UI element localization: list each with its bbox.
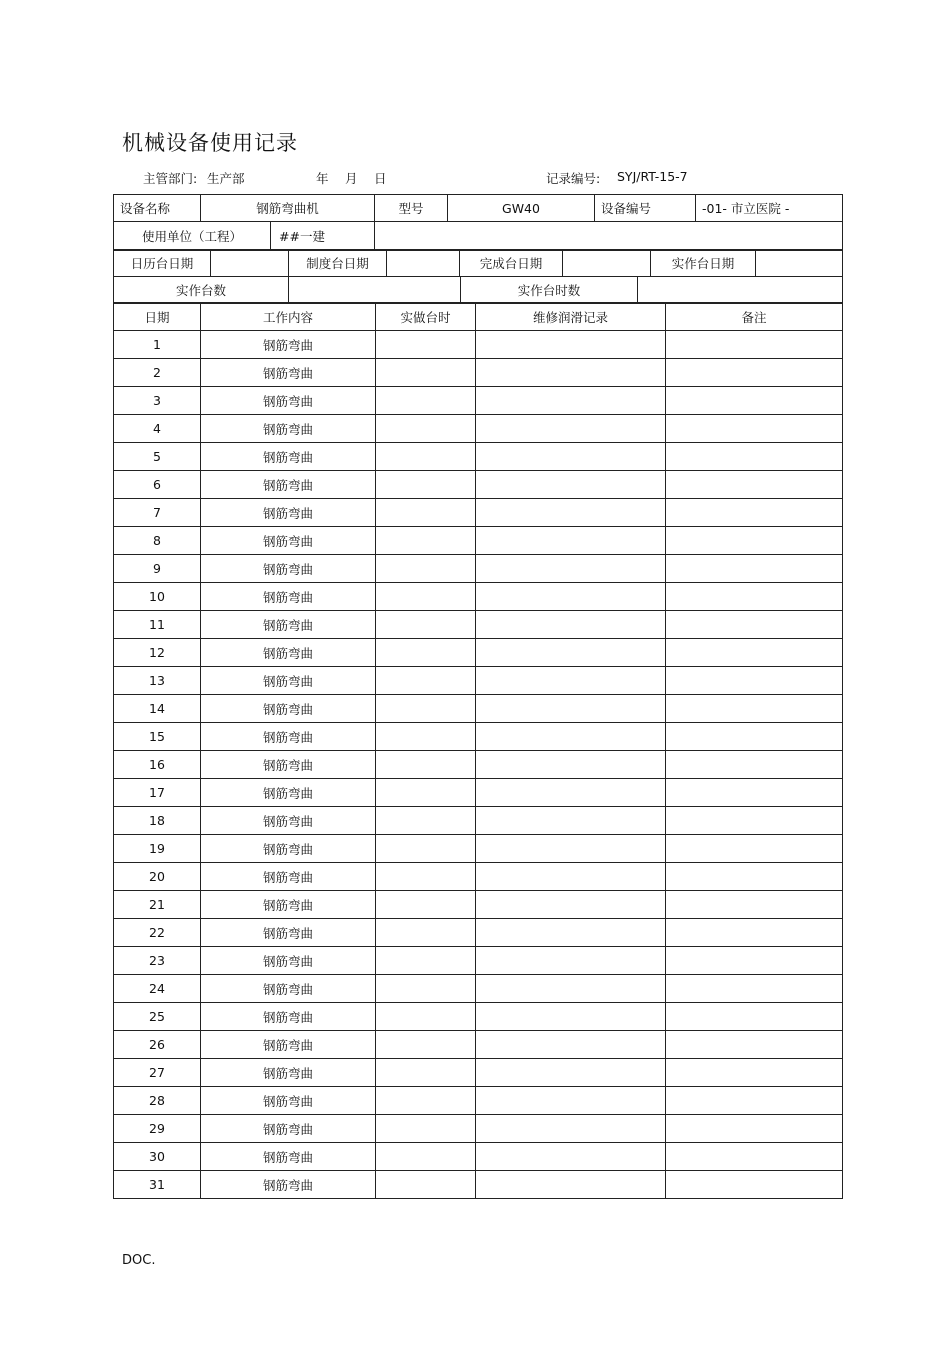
table-row [114, 835, 843, 863]
actual-hours-cell [376, 1171, 476, 1199]
date-cell: 10 [114, 583, 201, 611]
maintenance-record-cell [476, 499, 666, 527]
maintenance-record-cell [476, 751, 666, 779]
table-row [114, 863, 843, 891]
rated-days-value [387, 250, 460, 277]
table-row [114, 1087, 843, 1115]
date-cell: 27 [114, 1059, 201, 1087]
maintenance-record-cell [476, 695, 666, 723]
table-row [114, 1143, 843, 1171]
date-cell: 20 [114, 863, 201, 891]
date-cell: 8 [114, 527, 201, 555]
column-header: 实做台时 [376, 303, 476, 331]
date-cell: 29 [114, 1115, 201, 1143]
work-content-cell: 钢筋弯曲 [201, 723, 376, 751]
remarks-cell [666, 807, 843, 835]
work-content-cell: 钢筋弯曲 [201, 583, 376, 611]
column-header: 维修润滑记录 [476, 303, 666, 331]
user-unit-value: ##一建 [279, 229, 325, 244]
actual-hours-cell [376, 975, 476, 1003]
actual-hours-cell [376, 1143, 476, 1171]
date-cell: 14 [114, 695, 201, 723]
remarks-cell [666, 835, 843, 863]
table-row [114, 555, 843, 583]
month-label: 月 [345, 171, 358, 186]
calendar-days-label: 日历台日期 [114, 250, 211, 277]
actual-hours-cell [376, 807, 476, 835]
work-content-cell: 钢筋弯曲 [201, 639, 376, 667]
remarks-cell [666, 891, 843, 919]
actual-days-label: 实作台日期 [651, 250, 756, 277]
date-cell: 12 [114, 639, 201, 667]
work-content-cell: 钢筋弯曲 [201, 1059, 376, 1087]
work-content-cell: 钢筋弯曲 [201, 555, 376, 583]
table-row [114, 527, 843, 555]
remarks-cell [666, 1003, 843, 1031]
column-header: 日期 [114, 303, 201, 331]
date-cell: 7 [114, 499, 201, 527]
work-content-cell: 钢筋弯曲 [201, 359, 376, 387]
date-cell: 9 [114, 555, 201, 583]
table-row [114, 639, 843, 667]
remarks-cell [666, 499, 843, 527]
remarks-cell [666, 415, 843, 443]
table-row [114, 387, 843, 415]
actual-hours-cell [376, 471, 476, 499]
remarks-cell [666, 779, 843, 807]
work-content-cell: 钢筋弯曲 [201, 1003, 376, 1031]
actual-hours-cell [376, 555, 476, 583]
date-cell: 19 [114, 835, 201, 863]
date-cell: 15 [114, 723, 201, 751]
actual-days-value [756, 250, 843, 277]
completed-days-label: 完成台日期 [460, 250, 563, 277]
maintenance-record-cell [476, 331, 666, 359]
completed-days-value [563, 250, 651, 277]
table-row [114, 1031, 843, 1059]
actual-hours-cell [376, 499, 476, 527]
maintenance-record-cell [476, 471, 666, 499]
dept-value: 生产部 [207, 171, 245, 186]
date-cell: 25 [114, 1003, 201, 1031]
remarks-cell [666, 471, 843, 499]
model-label: 型号 [375, 195, 448, 222]
remarks-cell [666, 723, 843, 751]
table-row [114, 1003, 843, 1031]
actual-hours-cell [376, 1003, 476, 1031]
maintenance-record-cell [476, 975, 666, 1003]
column-header: 备注 [666, 303, 843, 331]
maintenance-record-cell [476, 1171, 666, 1199]
work-content-cell: 钢筋弯曲 [201, 835, 376, 863]
remarks-cell [666, 751, 843, 779]
equipment-code-label: 设备编号 [595, 195, 696, 222]
maintenance-record-cell [476, 807, 666, 835]
remarks-cell [666, 863, 843, 891]
work-content-cell: 钢筋弯曲 [201, 947, 376, 975]
actual-count-label: 实作台数 [114, 277, 289, 304]
actual-hours-cell [376, 947, 476, 975]
footer-text: DOC. [122, 1253, 156, 1268]
equipment-name-label: 设备名称 [114, 195, 201, 222]
date-cell: 26 [114, 1031, 201, 1059]
actual-hours-cell [376, 527, 476, 555]
equipment-name-value: 钢筋弯曲机 [201, 195, 375, 222]
maintenance-record-cell [476, 443, 666, 471]
maintenance-record-cell [476, 527, 666, 555]
actual-hours-value [638, 277, 843, 304]
maintenance-record-cell [476, 835, 666, 863]
remarks-cell [666, 1031, 843, 1059]
work-content-cell: 钢筋弯曲 [201, 527, 376, 555]
date-cell: 5 [114, 443, 201, 471]
equipment-info-table [113, 194, 843, 251]
work-content-cell: 钢筋弯曲 [201, 387, 376, 415]
actual-hours-cell [376, 667, 476, 695]
remarks-cell [666, 359, 843, 387]
remarks-cell [666, 639, 843, 667]
table-row [114, 751, 843, 779]
remarks-cell [666, 527, 843, 555]
date-summary-table [113, 249, 843, 277]
date-cell: 21 [114, 891, 201, 919]
actual-hours-cell [376, 1031, 476, 1059]
maintenance-record-cell [476, 359, 666, 387]
remarks-cell [666, 1143, 843, 1171]
maintenance-record-cell [476, 611, 666, 639]
work-content-cell: 钢筋弯曲 [201, 667, 376, 695]
date-cell: 18 [114, 807, 201, 835]
work-content-cell: 钢筋弯曲 [201, 1171, 376, 1199]
date-cell: 24 [114, 975, 201, 1003]
year-label: 年 [316, 171, 329, 186]
table-row [114, 583, 843, 611]
work-content-cell: 钢筋弯曲 [201, 975, 376, 1003]
date-cell: 22 [114, 919, 201, 947]
maintenance-record-cell [476, 415, 666, 443]
table-row [114, 331, 843, 359]
work-content-cell: 钢筋弯曲 [201, 1115, 376, 1143]
maintenance-record-cell [476, 919, 666, 947]
maintenance-record-cell [476, 1087, 666, 1115]
maintenance-record-cell [476, 947, 666, 975]
maintenance-record-cell [476, 583, 666, 611]
work-content-cell: 钢筋弯曲 [201, 695, 376, 723]
work-content-cell: 钢筋弯曲 [201, 863, 376, 891]
actual-hours-cell [376, 331, 476, 359]
table-row [114, 359, 843, 387]
table-row [114, 667, 843, 695]
actual-hours-cell [376, 863, 476, 891]
equipment-code-value: -01- 市立医院 - [696, 195, 843, 222]
work-content-cell: 钢筋弯曲 [201, 499, 376, 527]
table-row [114, 415, 843, 443]
remarks-cell [666, 1171, 843, 1199]
maintenance-record-cell [476, 1031, 666, 1059]
date-cell: 4 [114, 415, 201, 443]
work-content-cell: 钢筋弯曲 [201, 891, 376, 919]
maintenance-record-cell [476, 723, 666, 751]
date-cell: 2 [114, 359, 201, 387]
remarks-cell [666, 555, 843, 583]
actual-hours-cell [376, 1059, 476, 1087]
table-row [114, 807, 843, 835]
table-row [114, 975, 843, 1003]
actual-hours-cell [376, 1087, 476, 1115]
user-unit-label: 使用单位（工程） [114, 222, 271, 250]
table-row [114, 695, 843, 723]
actual-hours-cell [376, 583, 476, 611]
record-no-label: 记录编号: [546, 171, 601, 186]
dept-label: 主管部门: [143, 171, 198, 186]
actual-hours-label: 实作台时数 [461, 277, 638, 304]
remarks-cell [666, 387, 843, 415]
table-row [114, 611, 843, 639]
table-row [114, 779, 843, 807]
work-content-cell: 钢筋弯曲 [201, 779, 376, 807]
remarks-cell [666, 695, 843, 723]
date-cell: 23 [114, 947, 201, 975]
actual-summary-table [113, 276, 843, 304]
daily-log-table [113, 302, 843, 1199]
remarks-cell [666, 1087, 843, 1115]
actual-hours-cell [376, 751, 476, 779]
column-header: 工作内容 [201, 303, 376, 331]
work-content-cell: 钢筋弯曲 [201, 1087, 376, 1115]
actual-count-value [289, 277, 461, 304]
actual-hours-cell [376, 891, 476, 919]
calendar-days-value [211, 250, 289, 277]
maintenance-record-cell [476, 387, 666, 415]
work-content-cell: 钢筋弯曲 [201, 919, 376, 947]
remarks-cell [666, 331, 843, 359]
work-content-cell: 钢筋弯曲 [201, 611, 376, 639]
maintenance-record-cell [476, 1059, 666, 1087]
actual-hours-cell [376, 919, 476, 947]
maintenance-record-cell [476, 1115, 666, 1143]
table-row [114, 1059, 843, 1087]
work-content-cell: 钢筋弯曲 [201, 1143, 376, 1171]
table-row [114, 723, 843, 751]
remarks-cell [666, 947, 843, 975]
date-cell: 28 [114, 1087, 201, 1115]
work-content-cell: 钢筋弯曲 [201, 331, 376, 359]
actual-hours-cell [376, 835, 476, 863]
actual-hours-cell [376, 359, 476, 387]
maintenance-record-cell [476, 863, 666, 891]
date-cell: 31 [114, 1171, 201, 1199]
remarks-cell [666, 975, 843, 1003]
date-cell: 13 [114, 667, 201, 695]
actual-hours-cell [376, 723, 476, 751]
table-header-row [114, 303, 843, 331]
model-value: GW40 [448, 195, 595, 222]
work-content-cell: 钢筋弯曲 [201, 751, 376, 779]
date-cell: 1 [114, 331, 201, 359]
maintenance-record-cell [476, 555, 666, 583]
table-row [114, 1115, 843, 1143]
date-cell: 17 [114, 779, 201, 807]
remarks-cell [666, 1115, 843, 1143]
maintenance-record-cell [476, 667, 666, 695]
user-unit-value-cell [375, 222, 843, 251]
remarks-cell [666, 611, 843, 639]
record-no-value: SYJ/RT-15-7 [617, 169, 688, 184]
date-cell: 11 [114, 611, 201, 639]
maintenance-record-cell [476, 779, 666, 807]
actual-hours-cell [376, 1115, 476, 1143]
table-row [114, 891, 843, 919]
remarks-cell [666, 667, 843, 695]
rated-days-label: 制度台日期 [289, 250, 387, 277]
actual-hours-cell [376, 415, 476, 443]
maintenance-record-cell [476, 639, 666, 667]
remarks-cell [666, 583, 843, 611]
table-row [114, 1171, 843, 1199]
day-label: 日 [374, 171, 387, 186]
actual-hours-cell [376, 779, 476, 807]
document-title: 机械设备使用记录 [122, 131, 298, 155]
table-row [114, 947, 843, 975]
remarks-cell [666, 443, 843, 471]
actual-hours-cell [376, 611, 476, 639]
actual-hours-cell [376, 639, 476, 667]
remarks-cell [666, 919, 843, 947]
date-cell: 30 [114, 1143, 201, 1171]
work-content-cell: 钢筋弯曲 [201, 1031, 376, 1059]
actual-hours-cell [376, 695, 476, 723]
table-row [114, 471, 843, 499]
actual-hours-cell [376, 443, 476, 471]
table-row [114, 499, 843, 527]
work-content-cell: 钢筋弯曲 [201, 443, 376, 471]
maintenance-record-cell [476, 1003, 666, 1031]
remarks-cell [666, 1059, 843, 1087]
actual-hours-cell [376, 387, 476, 415]
table-row [114, 919, 843, 947]
work-content-cell: 钢筋弯曲 [201, 415, 376, 443]
work-content-cell: 钢筋弯曲 [201, 807, 376, 835]
date-cell: 16 [114, 751, 201, 779]
date-cell: 3 [114, 387, 201, 415]
work-content-cell: 钢筋弯曲 [201, 471, 376, 499]
date-cell: 6 [114, 471, 201, 499]
table-row [114, 443, 843, 471]
maintenance-record-cell [476, 891, 666, 919]
maintenance-record-cell [476, 1143, 666, 1171]
